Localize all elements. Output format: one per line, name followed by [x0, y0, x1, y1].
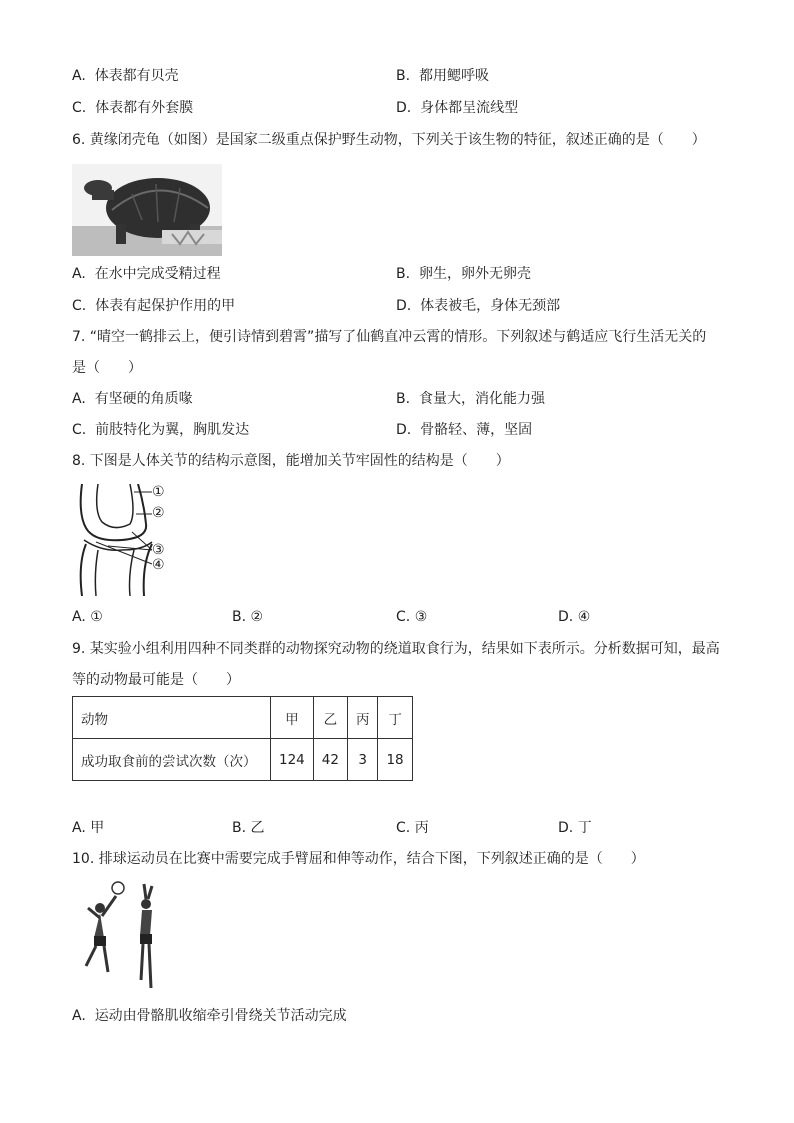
- q6-option-c: C. 体表有起保护作用的甲: [72, 298, 236, 314]
- q8-option-a: A. ①: [72, 609, 103, 625]
- joint-diagram: [72, 484, 182, 596]
- q5-option-d: D. 身体都呈流线型: [396, 100, 519, 116]
- table-header-cell: 动物: [73, 697, 271, 739]
- q7-option-b: B. 食量大，消化能力强: [396, 391, 545, 407]
- q9-option-a: A. 甲: [72, 820, 105, 836]
- table-cell: 3: [347, 739, 378, 781]
- q7-option-c: C. 前肢特化为翼，胸肌发达: [72, 422, 250, 438]
- table-header-row: [73, 697, 413, 739]
- q9-stem-line-2: 等的动物最可能是（ ）: [72, 672, 240, 688]
- table-header-cell: 甲: [271, 697, 314, 739]
- table-cell: 成功取食前的尝试次数（次）: [73, 739, 271, 781]
- turtle-image: [72, 164, 222, 256]
- table-header-cell: 丁: [378, 697, 412, 739]
- q9-option-c: C. 丙: [396, 820, 429, 836]
- joint-label-2: ②: [152, 505, 165, 521]
- q8-stem: 8. 下图是人体关节的结构示意图，能增加关节牢固性的结构是（ ）: [72, 453, 510, 469]
- q10-option-a: A. 运动由骨骼肌收缩牵引骨绕关节活动完成: [72, 1008, 347, 1024]
- q7-option-d: D. 骨骼轻、薄，坚固: [396, 422, 533, 438]
- joint-label-3: ③: [152, 542, 165, 558]
- table-cell: 124: [271, 739, 314, 781]
- q9-stem-line-1: 9. 某实验小组利用四种不同类群的动物探究动物的绕道取食行为，结果如下表所示。分析数据可知，最高: [72, 641, 720, 657]
- q5-option-a: A. 体表都有贝壳: [72, 68, 179, 84]
- q8-option-b: B. ②: [232, 609, 264, 625]
- volleyball-players-image: [78, 880, 174, 994]
- q9-option-b: B. 乙: [232, 820, 265, 836]
- table-header-cell: 丙: [347, 697, 378, 739]
- q6-option-a: A. 在水中完成受精过程: [72, 266, 221, 282]
- joint-label-1: ①: [152, 484, 165, 500]
- q8-option-c: C. ③: [396, 609, 428, 625]
- q10-stem: 10. 排球运动员在比赛中需要完成手臂屈和伸等动作，结合下图，下列叙述正确的是（ ）: [72, 851, 645, 867]
- joint-label-4: ④: [152, 557, 165, 573]
- q8-option-d: D. ④: [558, 609, 591, 625]
- q6-option-b: B. 卵生，卵外无卵壳: [396, 266, 531, 282]
- table-cell: 18: [378, 739, 412, 781]
- experiment-table: [72, 696, 413, 781]
- q6-stem: 6. 黄缘闭壳龟（如图）是国家二级重点保护野生动物，下列关于该生物的特征，叙述正确的是（ ）: [72, 132, 706, 148]
- q5-option-b: B. 都用鳃呼吸: [396, 68, 489, 84]
- q7-option-a: A. 有坚硬的角质喙: [72, 391, 193, 407]
- q5-option-c: C. 体表都有外套膜: [72, 100, 194, 116]
- table-header-cell: 乙: [313, 697, 347, 739]
- q7-stem-line-1: 7. “晴空一鹤排云上，便引诗情到碧霄”描写了仙鹤直冲云霄的情形。下列叙述与鹤适应飞行生活无关的: [72, 329, 707, 345]
- q6-option-d: D. 体表被毛，身体无颈部: [396, 298, 561, 314]
- table-row: [73, 739, 413, 781]
- q7-stem-line-2: 是（ ）: [72, 360, 142, 376]
- q9-option-d: D. 丁: [558, 820, 592, 836]
- table-cell: 42: [313, 739, 347, 781]
